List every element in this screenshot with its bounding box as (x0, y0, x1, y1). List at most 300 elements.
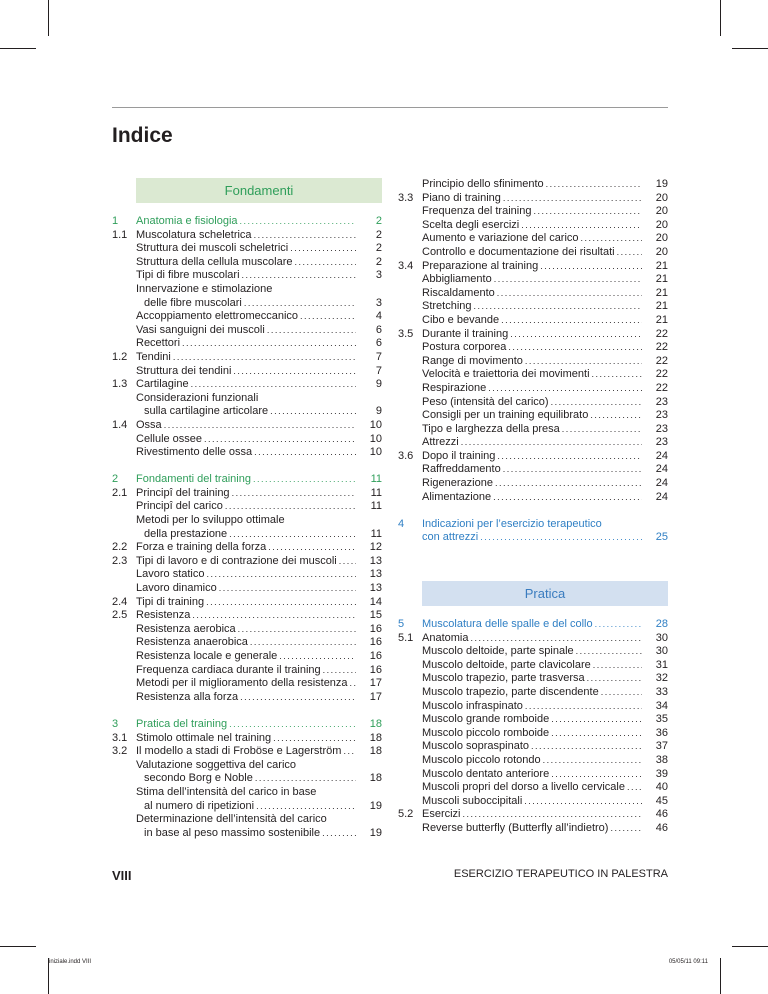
toc-entry-label: Accoppiamento elettromeccanico (136, 310, 299, 323)
toc-entry[interactable] (112, 392, 382, 406)
toc-entry-label: Muscolo trapezio, parte discendente (422, 686, 599, 698)
toc-entry-label: Muscolo deltoide, parte spinale (422, 645, 574, 658)
toc-entry[interactable] (112, 324, 382, 338)
toc-entry-page: 45 (655, 794, 668, 807)
section-title: Fondamenti (224, 183, 294, 198)
toc-entry[interactable] (112, 528, 382, 542)
toc-entry-label: Preparazione al training (422, 259, 539, 272)
crop-mark (732, 946, 768, 947)
toc-entry-label: Velocità e traiettoria dei movimenti (422, 368, 590, 381)
toc-entry-page: 23 (655, 422, 668, 435)
toc-entry-text (136, 813, 356, 827)
toc-entry-label: Muscolo infraspinato (422, 699, 523, 712)
toc-entry-page: 14 (369, 595, 382, 608)
toc-entry-label: Abbigliamento (422, 273, 492, 286)
toc-entry-text (136, 215, 356, 229)
dot-leader (495, 287, 642, 299)
toc-entry[interactable] (112, 229, 382, 243)
toc-entry-page: 2 (375, 228, 382, 241)
dot-leader (593, 618, 642, 630)
toc-entry-text (136, 555, 356, 569)
toc-entry-text (422, 328, 642, 342)
toc-entry[interactable] (112, 541, 382, 555)
toc-entry-text (136, 623, 356, 637)
toc-entry-label: Stretching (422, 300, 472, 313)
toc-entry-text (422, 178, 642, 192)
toc-entry-page: 11 (370, 486, 382, 499)
toc-entry-label: Muscolatura scheletrica (136, 228, 252, 241)
toc-entry-page: 13 (369, 554, 382, 567)
toc-entry-page: 32 (655, 672, 668, 685)
toc-entry-text (422, 396, 642, 410)
dot-leader (599, 686, 642, 698)
crop-mark (0, 48, 36, 49)
toc-entry-label: Respirazione (422, 381, 487, 394)
toc-entry-text (136, 827, 356, 841)
toc-entry-text (136, 759, 356, 773)
toc-entry-page: 30 (655, 631, 668, 644)
toc-entry[interactable] (112, 365, 382, 379)
toc-entry[interactable] (112, 310, 382, 324)
toc-entry[interactable] (112, 378, 382, 392)
toc-entry-page: 20 (655, 205, 668, 218)
dot-leader (501, 463, 642, 475)
toc-entry[interactable] (398, 781, 668, 795)
dot-leader (202, 433, 356, 445)
toc-entry-text (136, 337, 356, 351)
dot-leader (231, 365, 356, 377)
toc-entry-page: 15 (369, 609, 382, 622)
toc-entry[interactable] (112, 487, 382, 501)
toc-gap (398, 504, 668, 518)
toc-entry-page: 20 (655, 218, 668, 231)
toc-entry-text (422, 768, 642, 782)
toc-entry-label: sulla cartilagine articolare (144, 405, 269, 418)
dot-leader (574, 645, 642, 657)
toc-entry[interactable] (398, 659, 668, 673)
toc-entry-number: 1.1 (112, 228, 128, 241)
dot-leader (217, 582, 356, 594)
toc-entry-label: Muscolo piccolo rotondo (422, 753, 541, 766)
toc-entry[interactable] (112, 256, 382, 270)
toc-entry-text (136, 405, 356, 419)
toc-gap (112, 704, 382, 718)
dot-leader (320, 827, 356, 839)
toc-entry[interactable] (398, 531, 668, 545)
toc-entry[interactable] (398, 672, 668, 686)
toc-entry[interactable] (112, 337, 382, 351)
page-title: Indice (112, 124, 173, 147)
toc-entry[interactable] (112, 759, 382, 773)
toc-entry[interactable] (112, 745, 382, 759)
toc-column-left (112, 178, 382, 840)
toc-entry-label: Valutazione soggettiva del carico (136, 758, 297, 771)
toc-entry-page: 38 (655, 753, 668, 766)
toc-entry-label: Resistenza locale e generale (136, 650, 278, 662)
toc-entry-label: con attrezzi (422, 531, 479, 544)
toc-entry-number: 5 (398, 618, 405, 631)
toc-entry-page: 22 (655, 381, 668, 394)
toc-entry[interactable] (112, 827, 382, 841)
toc-entry-label: Metodi per lo sviluppo ottimale (136, 514, 285, 527)
toc-entry-label: in base al peso massimo sostenibile (144, 826, 321, 839)
toc-entry[interactable] (398, 355, 668, 369)
toc-entry-text (422, 423, 642, 437)
toc-entry-text (136, 772, 356, 786)
toc-entry[interactable] (398, 463, 668, 477)
dot-leader (508, 328, 642, 340)
toc-entry[interactable] (112, 500, 382, 514)
dot-leader (204, 596, 356, 608)
toc-entry-text (136, 365, 356, 379)
dot-leader (531, 205, 642, 217)
toc-entry-text (422, 781, 642, 795)
toc-entry[interactable] (398, 822, 668, 836)
toc-entry-text (136, 718, 356, 732)
toc-entry-page: 11 (370, 473, 382, 486)
toc-entry[interactable] (398, 409, 668, 423)
toc-entry[interactable] (112, 419, 382, 433)
dot-leader (190, 609, 356, 621)
toc-entry-label: secondo Borg e Noble (144, 772, 253, 785)
section-title: Pratica (524, 586, 566, 602)
toc-entry-page: 28 (655, 618, 668, 631)
toc-entry[interactable] (398, 300, 668, 314)
toc-entry-text (422, 491, 642, 505)
toc-entry-text (422, 700, 642, 714)
toc-entry[interactable] (398, 436, 668, 450)
dot-leader (468, 632, 642, 644)
toc-entry-text (422, 659, 642, 673)
toc-entry[interactable] (112, 772, 382, 786)
toc-entry[interactable] (112, 242, 382, 256)
toc-entry-label: Riscaldamento (422, 286, 495, 299)
toc-entry[interactable] (398, 341, 668, 355)
toc-entry-label: Anatomia e fisiologia (136, 215, 238, 227)
toc-entry-number: 1.4 (112, 418, 128, 431)
toc-entry-page: 17 (369, 690, 382, 703)
toc-column-right (398, 178, 668, 836)
toc-entry-label: Resistenza (136, 609, 191, 622)
toc-entry-label: Scelta degli esercizi (422, 218, 520, 231)
toc-entry[interactable] (398, 686, 668, 700)
toc-entry[interactable] (112, 650, 382, 664)
toc-entry-label: Determinazione dell’intensità del carico (136, 813, 327, 826)
toc-entry-text (422, 368, 642, 382)
toc-entry[interactable] (112, 568, 382, 582)
toc-entry[interactable] (112, 283, 382, 297)
toc-entry-page: 19 (655, 178, 668, 190)
toc-entry-page: 12 (369, 541, 382, 554)
toc-entry[interactable] (112, 405, 382, 419)
toc-entry-number: 2.1 (112, 486, 128, 499)
toc-entry-text (422, 463, 642, 477)
toc-entry-text (136, 800, 356, 814)
toc-entry-text (136, 269, 356, 283)
dot-leader (501, 192, 642, 204)
toc-entry-page: 3 (375, 269, 382, 282)
toc-entry-number: 2.3 (112, 554, 128, 567)
toc-entry-text (136, 677, 356, 691)
toc-entry-text (422, 740, 642, 754)
toc-entry[interactable] (112, 691, 382, 705)
toc-entry-number: 1 (112, 215, 119, 227)
toc-gap (112, 460, 382, 474)
toc-entry[interactable] (398, 713, 668, 727)
toc-entry[interactable] (398, 740, 668, 754)
toc-entry[interactable] (112, 297, 382, 311)
toc-entry[interactable] (398, 808, 668, 822)
dot-leader (625, 781, 642, 793)
toc-entry-label: Tendini (136, 350, 171, 363)
toc-entry-number: 3.2 (112, 745, 128, 758)
toc-entry[interactable] (398, 273, 668, 287)
toc-entry-text (136, 568, 356, 582)
toc-entry[interactable] (398, 328, 668, 342)
dot-leader (478, 531, 642, 543)
toc-entry-page: 11 (370, 500, 382, 513)
toc-entry-number: 1.2 (112, 350, 128, 363)
toc-entry-text (136, 297, 356, 311)
dot-leader (519, 219, 642, 231)
toc-entry[interactable] (398, 287, 668, 301)
toc-entry-label: Resistenza alla forza (136, 690, 239, 703)
toc-entry-label: Aumento e variazione del carico (422, 232, 579, 245)
toc-entry-label: Muscolo dentato anteriore (422, 767, 550, 780)
toc-entry-text (422, 795, 642, 809)
toc-entry-page: 21 (655, 300, 668, 313)
toc-entry-number: 3.6 (398, 449, 414, 462)
toc-entry[interactable] (398, 232, 668, 246)
toc-entry[interactable] (112, 718, 382, 732)
toc-entry[interactable] (398, 246, 668, 260)
toc-entry-text (422, 409, 642, 423)
toc-entry[interactable] (398, 260, 668, 274)
toc-entry-number: 1.3 (112, 378, 128, 391)
dot-leader (591, 659, 642, 671)
toc-entry-page: 46 (655, 808, 668, 821)
toc-entry-label: Principî del carico (136, 500, 223, 513)
dot-leader (230, 487, 356, 499)
toc-entry-label: Muscolatura delle spalle e del collo (422, 618, 593, 631)
toc-entry[interactable] (398, 491, 668, 505)
dot-leader (499, 314, 642, 326)
toc-entry-text (136, 419, 356, 433)
toc-entry-number: 3 (112, 717, 119, 730)
toc-entry-label: Esercizi (422, 808, 461, 821)
toc-entry[interactable] (398, 632, 668, 646)
toc-entry-label: Tipi di fibre muscolari (136, 269, 240, 282)
toc-entry-label: Muscolo grande romboide (422, 713, 550, 726)
toc-entry-text (422, 382, 642, 396)
toc-entry-text (136, 446, 356, 460)
toc-entry[interactable] (112, 732, 382, 746)
toc-entry-page: 21 (655, 286, 668, 299)
toc-entry[interactable] (398, 368, 668, 382)
toc-entry[interactable] (398, 700, 668, 714)
toc-entry-text (136, 786, 356, 800)
toc-entry-text (422, 686, 642, 700)
toc-entry[interactable] (398, 645, 668, 659)
toc-entry-page: 20 (655, 191, 668, 204)
toc-entry-page: 22 (655, 354, 668, 367)
toc-entry[interactable] (398, 178, 668, 192)
toc-entry-label: Recettori (136, 337, 181, 350)
toc-entry[interactable] (398, 219, 668, 233)
toc-entry-text (136, 582, 356, 596)
dot-leader (541, 754, 642, 766)
toc-entry-text (422, 808, 642, 822)
toc-entry[interactable] (398, 477, 668, 491)
toc-entry[interactable] (398, 727, 668, 741)
dot-leader (204, 568, 356, 580)
toc-entry[interactable] (398, 396, 668, 410)
toc-entry[interactable] (112, 677, 382, 691)
dot-leader (486, 382, 642, 394)
toc-entry-label: al numero di ripetizioni (144, 799, 255, 812)
toc-entry-number: 3.1 (112, 731, 128, 744)
toc-entry[interactable] (112, 555, 382, 569)
toc-entry[interactable] (112, 514, 382, 528)
toc-entry-label: Alimentazione (422, 490, 492, 503)
toc-entry-text (136, 487, 356, 501)
crop-mark (720, 958, 721, 994)
header-rule (112, 107, 668, 108)
toc-entry-label: Dopo il training (422, 449, 496, 462)
toc-entry-text (136, 514, 356, 528)
toc-entry[interactable] (112, 269, 382, 283)
toc-entry-text (136, 650, 356, 664)
toc-entry-label: Raffreddamento (422, 463, 501, 476)
dot-leader (248, 636, 356, 648)
toc-entry-page: 33 (655, 686, 668, 698)
toc-entry-text (136, 473, 356, 487)
toc-entry-page: 10 (369, 446, 382, 459)
toc-entry-page: 23 (655, 409, 668, 422)
toc-entry-text (422, 727, 642, 741)
toc-entry-text (136, 392, 356, 406)
toc-list (112, 215, 382, 840)
toc-entry[interactable] (398, 754, 668, 768)
toc-entry-text (422, 232, 642, 246)
toc-entry[interactable] (112, 215, 382, 229)
toc-entry[interactable] (398, 314, 668, 328)
toc-entry[interactable] (112, 800, 382, 814)
toc-entry[interactable] (112, 596, 382, 610)
toc-entry-label: Muscolo sopraspinato (422, 740, 530, 753)
toc-entry-label: Anatomia (422, 631, 469, 644)
toc-entry-page: 39 (655, 767, 668, 780)
toc-entry[interactable] (398, 618, 668, 632)
dot-leader (298, 310, 356, 322)
toc-entry-label: Cartilagine (136, 378, 189, 391)
toc-entry[interactable] (398, 205, 668, 219)
toc-entry-text (136, 229, 356, 243)
toc-entry[interactable] (398, 518, 668, 532)
toc-entry[interactable] (112, 786, 382, 800)
toc-entry[interactable] (398, 192, 668, 206)
toc-entry-page: 7 (375, 350, 382, 363)
toc-entry[interactable] (112, 609, 382, 623)
toc-entry-label: Struttura dei tendini (136, 364, 232, 377)
dot-leader (266, 541, 356, 553)
toc-entry[interactable] (112, 623, 382, 637)
toc-entry-label: Vasi sanguigni dei muscoli (136, 323, 265, 336)
toc-entry-text (136, 541, 356, 555)
toc-entry[interactable] (398, 382, 668, 396)
toc-entry-text (136, 732, 356, 746)
dot-leader (252, 229, 356, 241)
toc-entry-text (136, 500, 356, 514)
toc-entry[interactable] (398, 423, 668, 437)
toc-entry[interactable] (112, 473, 382, 487)
dot-leader (523, 355, 642, 367)
toc-entry[interactable] (398, 450, 668, 464)
toc-entry[interactable] (112, 433, 382, 447)
spacer (398, 545, 668, 581)
toc-entry[interactable] (112, 664, 382, 678)
toc-entry-label: Muscolo piccolo romboide (422, 726, 550, 739)
dot-leader (162, 419, 356, 431)
slug-file: iniziale.indd VIII (49, 959, 92, 965)
toc-entry-label: Muscoli propri del dorso a livello cervicale (422, 781, 625, 794)
toc-entry[interactable] (112, 636, 382, 650)
toc-entry[interactable] (398, 768, 668, 782)
toc-entry-label: Considerazioni funzionali (136, 391, 259, 404)
dot-leader (560, 423, 642, 435)
toc-entry-page: 2 (375, 215, 382, 227)
toc-entry-page: 31 (655, 658, 668, 671)
toc-entry-label: Resistenza aerobica (136, 622, 236, 635)
toc-entry-label: Muscolo deltoide, parte clavicolare (422, 658, 591, 671)
dot-leader (238, 691, 356, 703)
toc-entry[interactable] (112, 351, 382, 365)
dot-leader (223, 500, 356, 512)
toc-entry-text (422, 287, 642, 301)
toc-entry-text (422, 260, 642, 274)
toc-entry-text (422, 246, 642, 260)
toc-entry-number: 3.4 (398, 259, 414, 272)
dot-leader (236, 623, 356, 635)
toc-entry[interactable] (112, 813, 382, 827)
dot-leader (277, 650, 356, 662)
toc-entry-page: 36 (655, 726, 668, 739)
toc-entry-text (136, 324, 356, 338)
dot-leader (253, 772, 356, 784)
toc-entry[interactable] (112, 582, 382, 596)
slug-date: 05/05/11 09:11 (668, 959, 708, 965)
toc-entry-label: Cellule ossee (136, 432, 203, 445)
dot-leader (492, 273, 642, 285)
toc-entry-label: Cibo e bevande (422, 313, 500, 326)
dot-leader (337, 555, 356, 567)
toc-entry-page: 4 (375, 310, 382, 323)
toc-entry-label: Tipi di lavoro e di contrazione dei muscoli (136, 554, 337, 567)
toc-entry-text (422, 450, 642, 464)
toc-entry-text (422, 531, 642, 545)
toc-entry-text (422, 273, 642, 287)
toc-entry[interactable] (398, 795, 668, 809)
dot-leader (615, 246, 642, 258)
dot-leader (180, 337, 356, 349)
toc-entry-page: 9 (375, 378, 382, 391)
toc-entry-label: Ossa (136, 418, 162, 431)
dot-leader (254, 800, 356, 812)
toc-entry-page: 23 (655, 395, 668, 408)
toc-entry[interactable] (112, 446, 382, 460)
dot-leader (265, 324, 356, 336)
dot-leader (495, 450, 642, 462)
